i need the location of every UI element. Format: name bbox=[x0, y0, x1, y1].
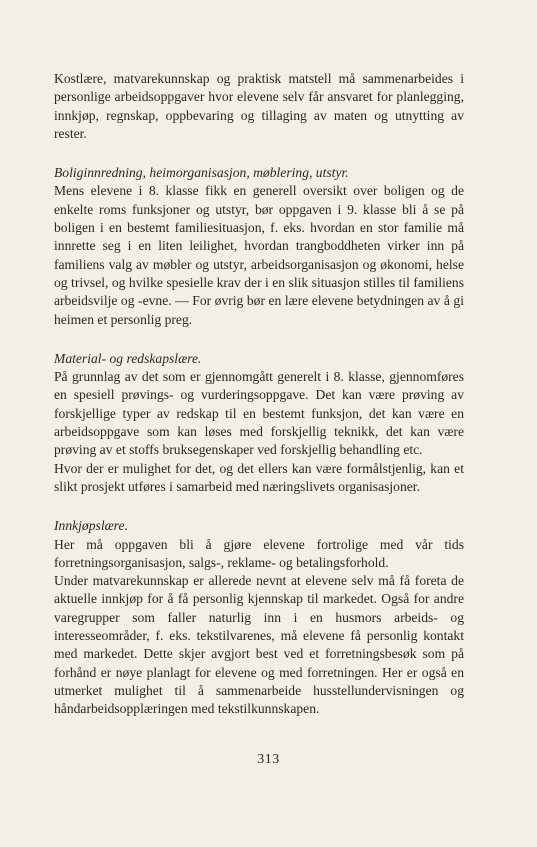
section-paragraph: Mens elevene i 8. klasse fikk en generell oversikt over boligen og de enkelte roms funksjoner og utstyr, bør oppgaven i 9. klasse bli å se på boligen i en bestemt familiesituasjon, f. eks. hvordan en stor familie må innrette seg i en liten leilighet, hvordan trangboddheten virker inn på familiens valg av møbler og utstyr, arbeidsorganisasjon og økonomi, helse og trivsel, og hvilke spesielle krav der i en slik situasjon stilles til familiens arbeidsvilje og -evne. — For øvrig bør en lære elevene betydningen av å gi heimen et personlig preg. bbox=[54, 183, 464, 327]
section-paragraph: På grunnlag av det som er gjennomgått generelt i 8. klasse, gjennomføres en spesiell prøvings- og vurderingsoppgave. Det kan være prøving av forskjellige typer av redskap til en bestemt funksjon, det kan være en arbeidsoppgave som kan løses med forskjellig teknikk, det kan være prøving av et stoffs bruksegenskaper ved forskjellig behandling etc. bbox=[54, 369, 464, 458]
section-heading-boliginnredning: Boliginnredning, heimorganisasjon, møblering, utstyr. bbox=[54, 165, 349, 181]
intro-paragraph: Kostlære, matvarekunnskap og praktisk matstell må sammenarbeides i personlige arbeidsoppgaver hvor elevene selv får ansvaret for planlegging, innkjøp, regnskap, oppbevaring og tillaging av maten og utnytting av rester. bbox=[54, 71, 464, 141]
section-heading-innkjop: Innkjøpslære. bbox=[54, 518, 128, 534]
page-number: 313 bbox=[257, 752, 280, 767]
section-paragraph: Her må oppgaven bli å gjøre elevene fortrolige med vår tids forretningsorganisasjon, salgs-, reklame- og betalingsforhold. bbox=[54, 536, 464, 570]
section-heading-material: Material- og redskapslære. bbox=[54, 350, 202, 366]
page-body bbox=[54, 70, 464, 719]
section-paragraph: Under matvarekunnskap er allerede nevnt at elevene selv må få foreta de aktuelle innkjøp for å få personlig kjennskap til markedet. Også for andre varegrupper som faller naturlig inn i en husmors arbeids- og interesseområder, f. eks. tekstilvarenes, må elevene få personlig kontakt med markedet. Dette skjer avgjort best ved et forretningsbesøk som på forhånd er nøye planlagt for elevene og med forretningen. Her er også en utmerket mulighet til å sammenarbeide husstellundervisningen og håndarbeidsopplæringen med tekstilkunnskapen. bbox=[54, 573, 464, 717]
section-paragraph: Hvor der er mulighet for det, og det ellers kan være formålstjenlig, kan et slikt prosjekt utføres i samarbeid med næringslivets organisasjoner. bbox=[54, 460, 464, 494]
